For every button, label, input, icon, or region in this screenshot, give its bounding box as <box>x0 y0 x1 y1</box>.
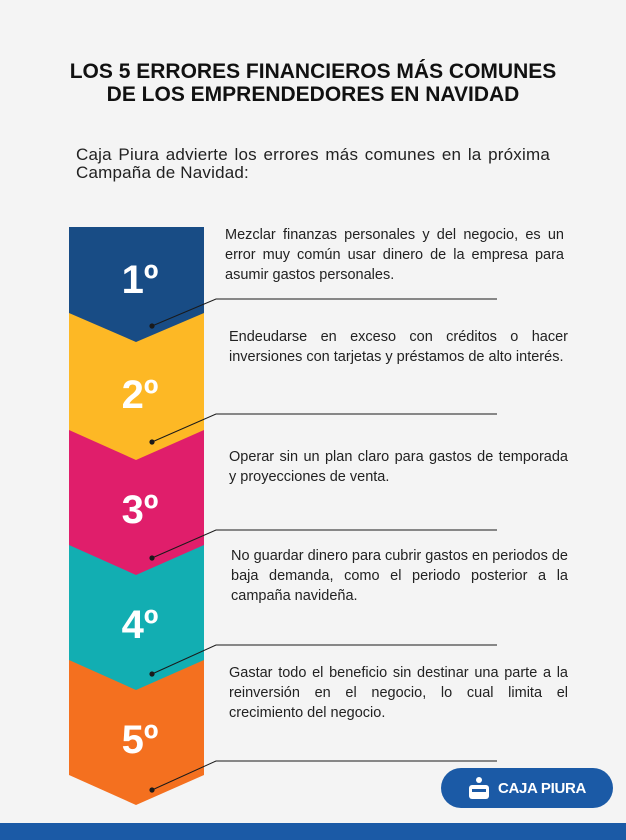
step-5-text: Gastar todo el beneficio sin destinar una parte a la reinversión en el negocio, lo cual limita el crecimiento del negocio. <box>229 665 568 721</box>
step-3-number: 3º <box>121 488 159 532</box>
step-1-text: Mezclar finanzas personales y del negocio, es un error muy común usar dinero de la empresa para asumir gastos personales. <box>225 227 564 283</box>
step-3-text: Operar sin un plan claro para gastos de temporada y proyecciones de venta. <box>229 449 568 485</box>
caja-piura-logo <box>441 768 613 808</box>
bottom-brand-bar <box>0 823 626 840</box>
step-1-connector-dot <box>149 323 154 328</box>
step-5-number: 5º <box>121 718 159 762</box>
step-2-number: 2º <box>121 373 159 417</box>
caja-piura-logo-icon <box>468 776 490 800</box>
step-2-connector-dot <box>149 439 154 444</box>
step-4-text: No guardar dinero para cubrir gastos en periodos de baja demanda, como el periodo posterior a la campaña navideña. <box>231 548 568 604</box>
step-1-number: 1º <box>121 258 159 302</box>
step-4-number: 4º <box>121 603 159 647</box>
step-4-connector-dot <box>149 671 154 676</box>
step-2-text: Endeudarse en exceso con créditos o hacer inversiones con tarjetas y préstamos de alto interés. <box>229 329 568 365</box>
intro-text: Caja Piura advierte los errores más comunes en la próxima Campaña de Navidad: <box>76 145 550 182</box>
infographic-title: LOS 5 ERRORES FINANCIEROS MÁS COMUNES DE LOS EMPRENDEDORES EN NAVIDAD <box>69 60 557 106</box>
logo-text: CAJA PIURA <box>497 779 587 797</box>
step-5-connector-dot <box>149 787 154 792</box>
step-3-connector-dot <box>149 555 154 560</box>
